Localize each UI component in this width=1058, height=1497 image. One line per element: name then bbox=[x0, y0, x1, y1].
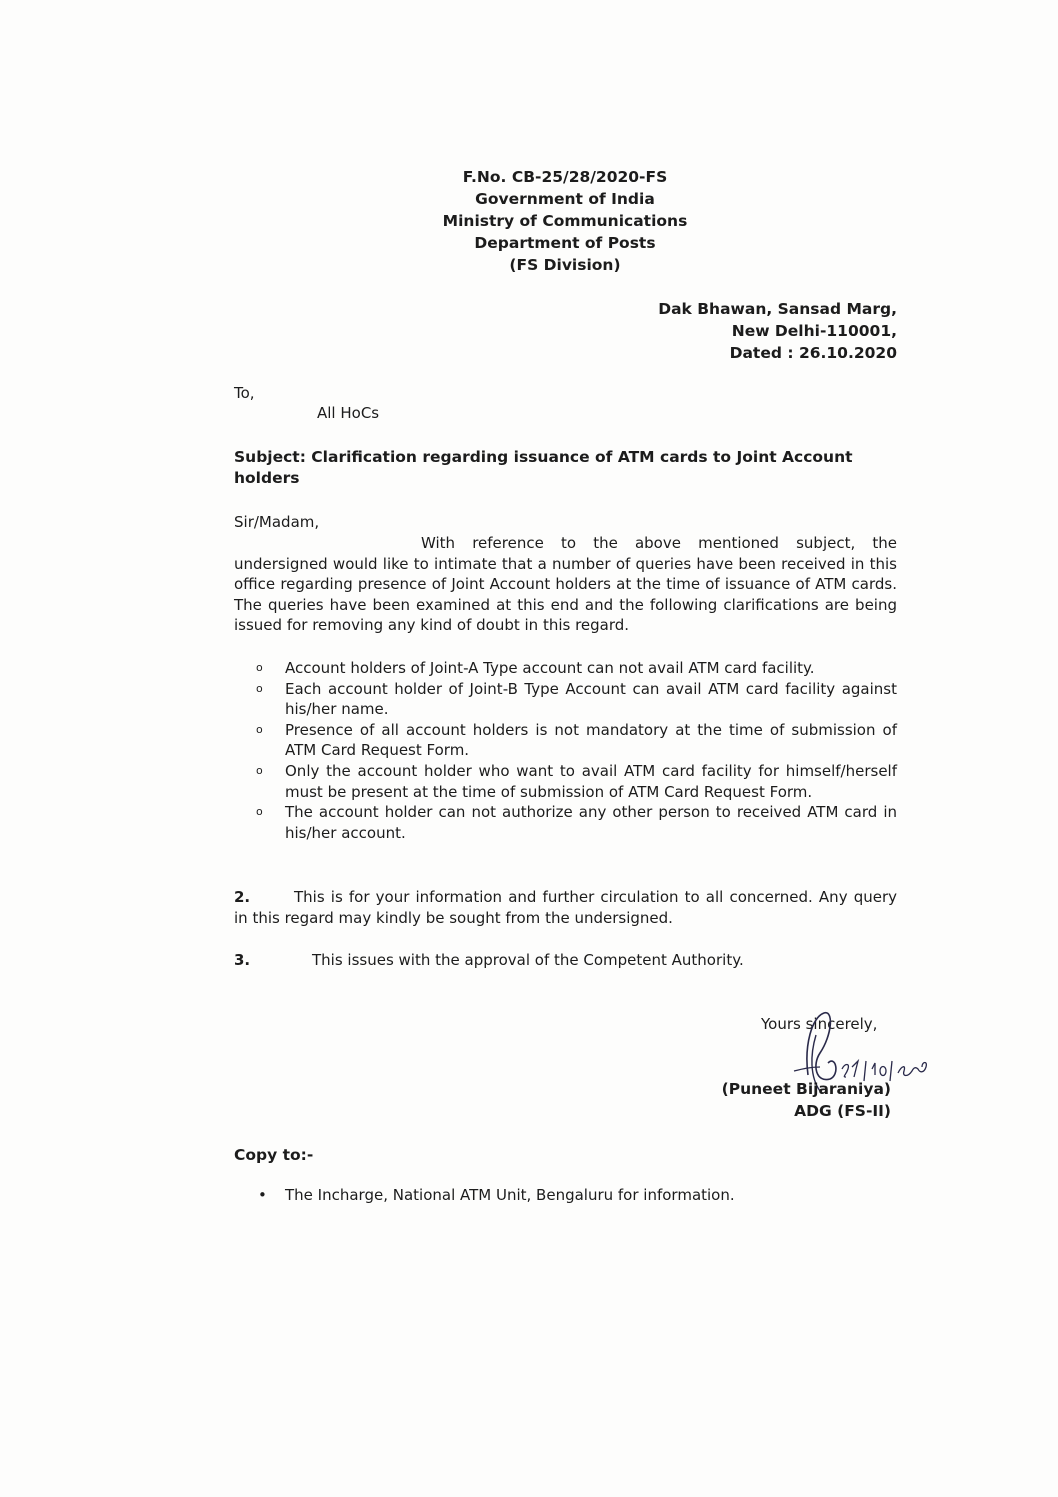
clarification-text: Presence of all account holders is not mandatory at the time of submission of ATM Card Request Form. bbox=[285, 720, 897, 760]
clarification-item bbox=[256, 720, 897, 761]
file-number: F.No. CB-25/28/2020-FS bbox=[462, 168, 668, 186]
bullet-icon: • bbox=[258, 1186, 267, 1204]
recipient: All HoCs bbox=[317, 404, 380, 422]
clarification-item bbox=[256, 658, 897, 679]
paragraph-3-number: 3. bbox=[234, 951, 251, 969]
sender-address bbox=[658, 298, 897, 364]
signatory-block bbox=[722, 1078, 891, 1122]
paragraph-2-text: This is for your information and further circulation to all concerned. Any query in this regard may kindly be sought from the undersigned. bbox=[234, 888, 897, 927]
paragraph-2-number: 2. bbox=[234, 888, 251, 906]
government-line: Government of India bbox=[475, 190, 655, 208]
department-line: Department of Posts bbox=[474, 234, 656, 252]
division-line: (FS Division) bbox=[509, 256, 621, 274]
closing: Yours sincerely, bbox=[761, 1015, 878, 1033]
clarification-text: Each account holder of Joint-B Type Account can avail ATM card facility against his/her name. bbox=[285, 679, 897, 719]
circle-bullet-icon: o bbox=[256, 681, 263, 695]
copy-to-heading: Copy to:- bbox=[234, 1146, 314, 1164]
clarification-item bbox=[256, 802, 897, 843]
signatory-name: (Puneet Bijaraniya) bbox=[721, 1080, 891, 1098]
intro-paragraph: With reference to the above mentioned subject, the undersigned would like to intimate that a number of queries have been received in this office regarding presence of Joint Account holders at the time of issuance of ATM cards. The queries have been examined at this end and the following clarifications are being issued for removing any kind of doubt in this regard. bbox=[234, 534, 897, 635]
copy-to-item-text: The Incharge, National ATM Unit, Bengaluru for information. bbox=[285, 1186, 735, 1204]
to-label: To, bbox=[234, 384, 255, 402]
circle-bullet-icon: o bbox=[256, 661, 263, 674]
letter-date: Dated : 26.10.2020 bbox=[729, 344, 897, 362]
address-line-1: Dak Bhawan, Sansad Marg, bbox=[658, 300, 897, 318]
circle-bullet-icon: o bbox=[256, 805, 263, 819]
clarification-text: The account holder can not authorize any other person to received ATM card in his/her account. bbox=[285, 803, 897, 842]
paragraph-2 bbox=[234, 887, 897, 928]
subject-line: Subject: Clarification regarding issuance of ATM cards to Joint Account holders bbox=[234, 448, 853, 487]
ministry-line: Ministry of Communications bbox=[442, 212, 688, 230]
circle-bullet-icon: o bbox=[256, 722, 263, 736]
address-line-2: New Delhi-110001, bbox=[731, 322, 897, 340]
letter-header bbox=[380, 166, 750, 276]
clarification-list bbox=[256, 658, 897, 843]
paragraph-3 bbox=[234, 950, 897, 971]
clarification-text: Only the account holder who want to avail ATM card facility for himself/herself must be present at the time of submission of ATM Card Request Form. bbox=[285, 761, 897, 801]
clarification-text: Account holders of Joint-A Type account can not avail ATM card facility. bbox=[285, 659, 815, 677]
clarification-item bbox=[256, 761, 897, 802]
signatory-designation: ADG (FS-II) bbox=[794, 1102, 891, 1120]
circle-bullet-icon: o bbox=[256, 763, 263, 777]
clarification-item bbox=[256, 679, 897, 720]
paragraph-3-text: This issues with the approval of the Competent Authority. bbox=[312, 951, 744, 969]
copy-to-item bbox=[258, 1186, 735, 1204]
salutation: Sir/Madam, bbox=[234, 513, 320, 531]
